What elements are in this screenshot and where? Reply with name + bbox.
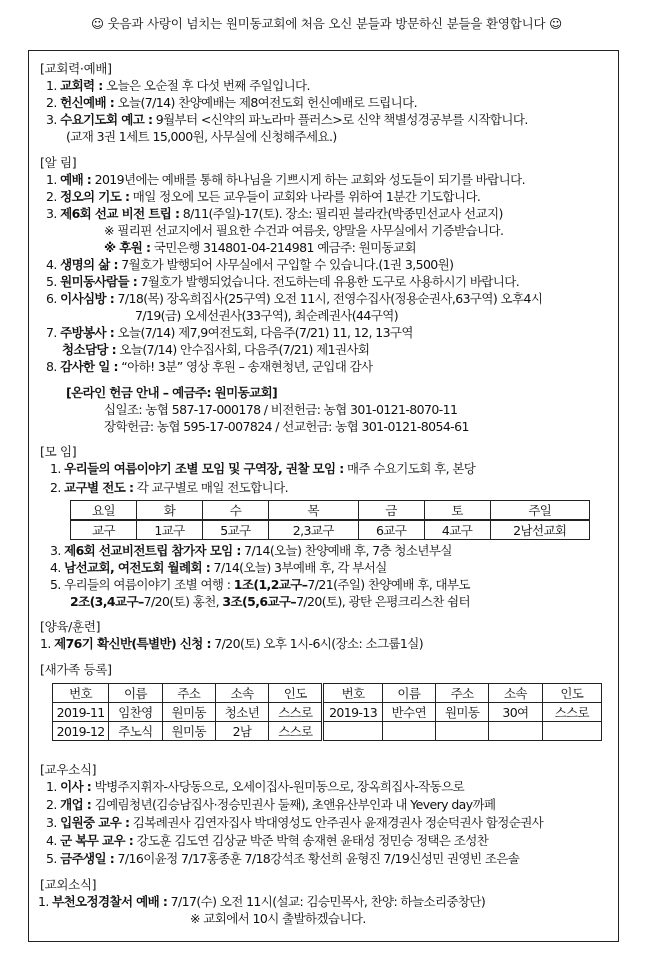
calendar-note: (교재 3권 1세트 15,000원, 사무실에 신청해주세요.) <box>66 129 337 144</box>
online-offering-line-2: 장학헌금: 농협 595-17-007824 / 선교헌금: 농협 301-0121-8054-61 <box>104 419 469 434</box>
table-cell: 청소년 <box>215 703 268 722</box>
table-cell: 주노식 <box>109 722 162 741</box>
table-cell <box>382 722 435 741</box>
table-cell: 목 <box>268 501 358 521</box>
table-cell: 스스로 <box>269 703 323 722</box>
news-hospitalized: 3. 입원중 교우 : 김복례권사 김연자집사 박대영성도 안주권사 윤재경권사 정순덕권사 함정순권사 <box>46 815 544 830</box>
table-cell: 반수연 <box>382 703 435 722</box>
table-cell: 2남 <box>215 722 268 741</box>
table-header-cell: 이름 <box>109 684 162 703</box>
section-header-new-family: [새가족 등록] <box>40 662 112 677</box>
external-police-worship: 1. 부천오정경찰서 예배 : 7/17(수) 오전 11시(설교: 김승민목사, 찬양: 하늘소리중창단) <box>38 894 486 909</box>
table-cell: 2,3교구 <box>268 520 358 540</box>
table-header-cell: 소속 <box>215 684 268 703</box>
meeting-evangelism: 2. 교구별 전도 : 각 교구별로 매일 전도합니다. <box>50 480 288 495</box>
announce-sponsorship: ※ 후원 : 국민은행 314801-04-214981 예금주: 원미동교회 <box>104 240 416 255</box>
table-header-cell: 번호 <box>323 684 382 703</box>
announce-worship: 1. 예배 : 2019년에는 예배를 통해 하나님을 기쁘시게 하는 교회와 성도들이 되기를 바랍니다. <box>46 172 525 187</box>
meeting-summer-trip-2: 2조(3,4교구–7/20(토) 홍천, 3조(5,6교구–7/20(토), 광탄 은평크리스찬 쉼터 <box>70 594 471 609</box>
table-cell <box>323 722 382 741</box>
announce-kitchen-service: 7. 주방봉사 : 오늘(7/14) 제7,9여전도회, 다음주(7/21) 11, 12, 13구역 <box>46 325 413 340</box>
table-cell <box>489 722 542 741</box>
table-cell: 요일 <box>71 501 137 521</box>
table-row <box>53 703 602 722</box>
table-cell: 4교구 <box>424 520 490 540</box>
table-cell: 스스로 <box>542 703 601 722</box>
table-row <box>53 722 602 741</box>
meeting-summer-trip: 5. 우리들의 여름이야기 조별 여행 : 1조(1,2교구–7/21(주일) 찬양예배 후, 대부도 <box>50 577 470 592</box>
announce-living-life: 4. 생명의 삶 : 7월호가 발행되어 사무실에서 구입할 수 있습니다.(1권 3,500원) <box>46 257 454 272</box>
table-cell: 원미동 <box>436 703 489 722</box>
external-departure-note: ※ 교회에서 10시 출발하겠습니다. <box>190 911 366 926</box>
meeting-monthly: 4. 남선교회, 여전도회 월례회 : 7/14(오늘) 3부예배 후, 각 부서실 <box>50 560 387 575</box>
section-header-training: [양육/훈련] <box>40 619 101 634</box>
news-opening: 2. 개업 : 김예림청년(김승남집사·정승민권사 둘째), 초앤유산부인과 내 Yevery day까페 <box>46 797 496 812</box>
section-header-church-calendar: [교회력·예배] <box>40 61 112 76</box>
schedule-days-row <box>71 501 590 521</box>
announce-thanks: 8. 감사한 일 : “아하! 3분” 영상 후원 – 송재현청년, 군입대 감사 <box>46 359 373 374</box>
section-header-meetings: [모 임] <box>40 444 77 459</box>
table-cell: 토 <box>424 501 490 521</box>
schedule-groups-row <box>71 520 590 540</box>
announce-moving-visit: 6. 이사심방 : 7/18(목) 장옥희집사(25구역) 오전 11시, 전영수집사(정용순권사,63구역) 오후4시 <box>46 291 543 306</box>
announce-noon-prayer: 2. 정오의 기도 : 매일 정오에 모든 교우들이 교회와 나라를 위하여 1분간 기도합니다. <box>46 189 481 204</box>
table-cell: 6교구 <box>358 520 424 540</box>
announce-wonmidong-people: 5. 원미동사람들 : 7월호가 발행되었습니다. 전도하는데 유용한 도구로 사용하시기 바랍니다. <box>46 274 520 289</box>
calendar-item-3: 3. 수요기도회 예고 : 9월부터 <신약의 파노라마 플러스>로 신약 책별성경공부를 시작합니다. <box>46 112 528 127</box>
calendar-item-1: 1. 교회력 : 오늘은 오순절 후 다섯 번째 주일입니다. <box>46 78 310 93</box>
announce-mission-donation: ※ 필리핀 선교지에서 필요한 수건과 여름옷, 양말을 사무실에서 기증받습니다. <box>104 223 504 238</box>
table-header-row <box>53 684 602 703</box>
table-cell: 원미동 <box>162 703 215 722</box>
welcome-banner: ☺ 웃음과 사랑이 넘치는 원미동교회에 처음 오신 분들과 방문하신 분들을 환영합니다 ☺ <box>91 16 562 31</box>
section-header-announcements: [알 림] <box>40 155 77 170</box>
table-header-cell: 주소 <box>162 684 215 703</box>
table-cell: 2019-11 <box>53 703 109 722</box>
new-family-table <box>52 683 602 741</box>
section-header-external: [교외소식] <box>40 877 97 892</box>
table-cell: 수 <box>202 501 268 521</box>
online-offering-line-1: 십일조: 농협 587-17-000178 / 비전헌금: 농협 301-0121-8070-11 <box>104 402 458 417</box>
table-cell: 교구 <box>71 520 137 540</box>
table-cell: 5교구 <box>202 520 268 540</box>
online-offering-title: [온라인 헌금 안내 – 예금주: 원미동교회] <box>66 385 278 400</box>
news-military: 4. 군 복무 교우 : 강도훈 김도연 김상균 박준 박혁 송재현 윤태성 정민승 정택은 조성찬 <box>46 833 489 848</box>
calendar-item-2: 2. 헌신예배 : 오늘(7/14) 찬양예배는 제8여전도회 헌신예배로 드립니다. <box>46 95 417 110</box>
news-moving: 1. 이사 : 박병주지휘자-사당동으로, 오세이집사-원미동으로, 장옥희집사-작동으로 <box>46 779 465 794</box>
table-cell: 화 <box>136 501 202 521</box>
meeting-mission-participants: 3. 제6회 선교비전트립 참가자 모임 : 7/14(오늘) 찬양예배 후, 7층 청소년부실 <box>50 543 452 558</box>
table-cell: 주일 <box>490 501 589 521</box>
table-cell: 1교구 <box>136 520 202 540</box>
table-cell: 2남선교회 <box>490 520 589 540</box>
evangelism-schedule-table <box>70 500 590 540</box>
table-cell: 임찬영 <box>109 703 162 722</box>
table-cell <box>542 722 601 741</box>
table-header-cell: 인도 <box>269 684 323 703</box>
announce-cleaning: 청소담당 : 오늘(7/14) 안수집사회, 다음주(7/21) 제1권사회 <box>62 342 370 357</box>
table-header-cell: 이름 <box>382 684 435 703</box>
table-header-cell: 소속 <box>489 684 542 703</box>
table-cell: 금 <box>358 501 424 521</box>
meeting-summer-groups: 1. 우리들의 여름이야기 조별 모임 및 구역장, 권찰 모임 : 매주 수요기도회 후, 본당 <box>50 461 476 476</box>
table-cell: 30여 <box>489 703 542 722</box>
table-cell: 2019-12 <box>53 722 109 741</box>
news-birthdays: 5. 금주생일 : 7/16이윤정 7/17홍종훈 7/18강석조 황선희 윤형진 7/19신성민 권영빈 조은솔 <box>46 851 520 866</box>
section-header-member-news: [교우소식] <box>40 762 97 777</box>
table-cell: 2019-13 <box>323 703 382 722</box>
table-cell <box>436 722 489 741</box>
announce-moving-visit-2: 7/19(금) 오세선권사(33구역), 최순례권사(44구역) <box>135 308 398 323</box>
training-assurance-class: 1. 제76기 확신반(특별반) 신청 : 7/20(토) 오후 1시-6시(장소: 소그룹1실) <box>40 636 424 651</box>
table-cell: 스스로 <box>269 722 323 741</box>
table-header-cell: 번호 <box>53 684 109 703</box>
table-header-cell: 인도 <box>542 684 601 703</box>
table-header-cell: 주소 <box>436 684 489 703</box>
announce-mission-trip: 3. 제6회 선교 비전 트립 : 8/11(주일)-17(토). 장소: 필리핀 블라칸(박종민선교사 선교지) <box>46 206 503 221</box>
table-cell: 원미동 <box>162 722 215 741</box>
